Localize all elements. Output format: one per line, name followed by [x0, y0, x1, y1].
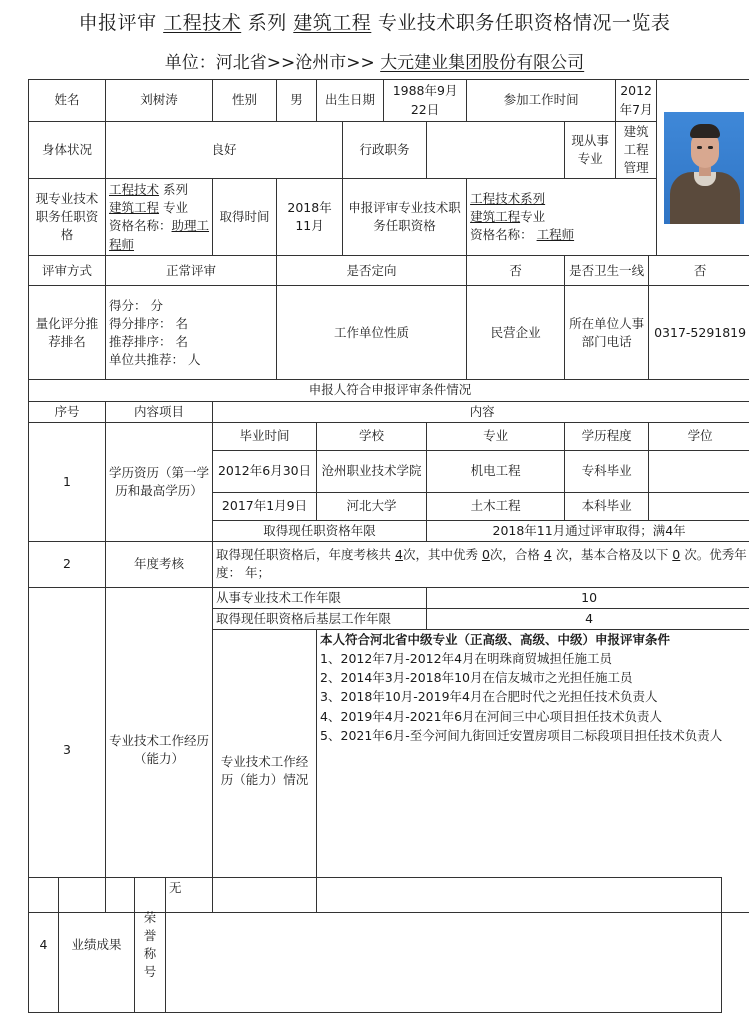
work-start-value: 2012年7月: [616, 80, 657, 122]
admin-label: 行政职务: [343, 122, 427, 179]
photo-cell: [657, 80, 749, 256]
edu-cell: 河北大学: [317, 492, 427, 520]
series-name: 工程技术: [163, 12, 242, 34]
experience-item: 5、2021年6月-至今河间九街回迁安置房项目二标段项目担任技术负责人: [320, 727, 723, 743]
major-name: 建筑工程: [293, 12, 372, 34]
qualification-table: [28, 79, 749, 913]
experience-no: 3: [29, 587, 106, 912]
grassroots-years-value: 4: [427, 608, 749, 629]
edu-cell: 2017年1月9日: [213, 492, 317, 520]
birth-value: 1988年9月22日: [384, 80, 467, 122]
ranking-value: 得分： 分 得分排序： 名 推荐排序： 名 单位共推荐： 人: [106, 286, 277, 380]
apply-qual-label: 申报评审专业技术职务任职资格: [343, 179, 467, 256]
achievement-table: [28, 877, 722, 1013]
work-start-label: 参加工作时间: [467, 80, 616, 122]
edu-cell: [649, 450, 749, 492]
gender-value: 男: [277, 80, 317, 122]
annual-label: 年度考核: [106, 541, 213, 587]
current-qual-value: 工程技术 系列 建筑工程 专业 资格名称：助理工程师: [106, 179, 213, 256]
review-mode-value: 正常评审: [106, 256, 277, 286]
edu-cell: 专科毕业: [565, 450, 649, 492]
name-value: 刘树涛: [106, 80, 213, 122]
col-item-header: 内容项目: [106, 401, 213, 422]
review-mode-label: 评审方式: [29, 256, 106, 286]
edu-cell: 机电工程: [427, 450, 565, 492]
unit-nature-value: 民营企业: [467, 286, 565, 380]
apply-qual-value: 工程技术系列 建筑工程专业 资格名称： 工程师: [467, 179, 657, 256]
experience-heading: 本人符合河北省中级专业（正高级、高级、中级）申报评审条件: [320, 632, 671, 647]
hr-phone-value: 0317-5291819: [649, 286, 749, 380]
applicant-photo: [664, 112, 744, 224]
edu-header-school: 学校: [317, 422, 427, 450]
unit-name: 大元建业集团股份有限公司: [380, 53, 585, 73]
frontline-value: 否: [649, 256, 749, 286]
annual-no: 2: [29, 541, 106, 587]
experience-detail: [317, 630, 749, 913]
education-no: 1: [29, 422, 106, 541]
health-value: 良好: [106, 122, 343, 179]
admin-value: [427, 122, 565, 179]
grassroots-years-label: 取得现任职资格后基层工作年限: [213, 608, 427, 629]
education-label: 学历资历（第一学历和最高学历）: [106, 422, 213, 541]
current-major-label: 现从事专业: [565, 122, 616, 179]
edu-header-level: 学历程度: [565, 422, 649, 450]
work-years-value: 10: [427, 587, 749, 608]
experience-item: 3、2018年10月-2019年4月在合肥时代之光担任技术负责人: [320, 689, 658, 705]
current-major-value: 建筑工程管理: [616, 122, 657, 179]
frontline-label: 是否卫生一线: [565, 256, 649, 286]
achievement-no: 4: [29, 878, 59, 1013]
edu-cell: 2012年6月30日: [213, 450, 317, 492]
obtain-date-label: 取得时间: [213, 179, 277, 256]
health-label: 身体状况: [29, 122, 106, 179]
hr-phone-label: 所在单位人事部门电话: [565, 286, 649, 380]
qual-years-label: 取得现任职资格年限: [213, 520, 427, 541]
edu-cell: 本科毕业: [565, 492, 649, 520]
birth-label: 出生日期: [317, 80, 384, 122]
edu-cell: 土木工程: [427, 492, 565, 520]
honor-value: 无: [166, 878, 722, 1013]
unit-line: 单位：河北省>>沧州市>> 大元建业集团股份有限公司: [164, 53, 585, 73]
honor-label: 荣誉称号: [135, 878, 166, 1013]
directed-value: 否: [467, 256, 565, 286]
experience-detail-label: 专业技术工作经历（能力）情况: [213, 630, 317, 913]
edu-header-major: 专业: [427, 422, 565, 450]
achievement-label: 业绩成果: [59, 878, 135, 1013]
edu-header-date: 毕业时间: [213, 422, 317, 450]
directed-label: 是否定向: [277, 256, 467, 286]
gender-label: 性别: [213, 80, 277, 122]
experience-label: 专业技术工作经历（能力）: [106, 587, 213, 912]
page-title: 申报评审 工程技术 系列 建筑工程 专业技术职务任职资格情况一览表: [78, 12, 671, 34]
experience-item: 2、2014年3月-2018年10月在信友城市之光担任施工员: [320, 670, 633, 686]
name-label: 姓名: [29, 80, 106, 122]
experience-item: 1、2012年7月-2012年4月在明珠商贸城担任施工员: [320, 651, 613, 667]
section-heading: 申报人符合申报评审条件情况: [29, 380, 749, 401]
qual-years-value: 2018年11月通过评审取得；满4年: [427, 520, 749, 541]
unit-nature-label: 工作单位性质: [277, 286, 467, 380]
edu-cell: [649, 492, 749, 520]
col-no-header: 序号: [29, 401, 106, 422]
current-qual-label: 现专业技术职务任职资格: [29, 179, 106, 256]
col-content-header: 内容: [213, 401, 749, 422]
ranking-label: 量化评分推荐排名: [29, 286, 106, 380]
experience-item: 4、2019年4月-2021年6月在河间三中心项目担任技术负责人: [320, 708, 663, 724]
edu-header-degree: 学位: [649, 422, 749, 450]
work-years-label: 从事专业技术工作年限: [213, 587, 427, 608]
annual-text: 取得现任职资格后，年度考核共 4次，其中优秀 0次，合格 4 次，基本合格及以下 0 次。优秀年度： 年；: [213, 541, 749, 587]
obtain-date-value: 2018年11月: [277, 179, 343, 256]
edu-cell: 沧州职业技术学院: [317, 450, 427, 492]
